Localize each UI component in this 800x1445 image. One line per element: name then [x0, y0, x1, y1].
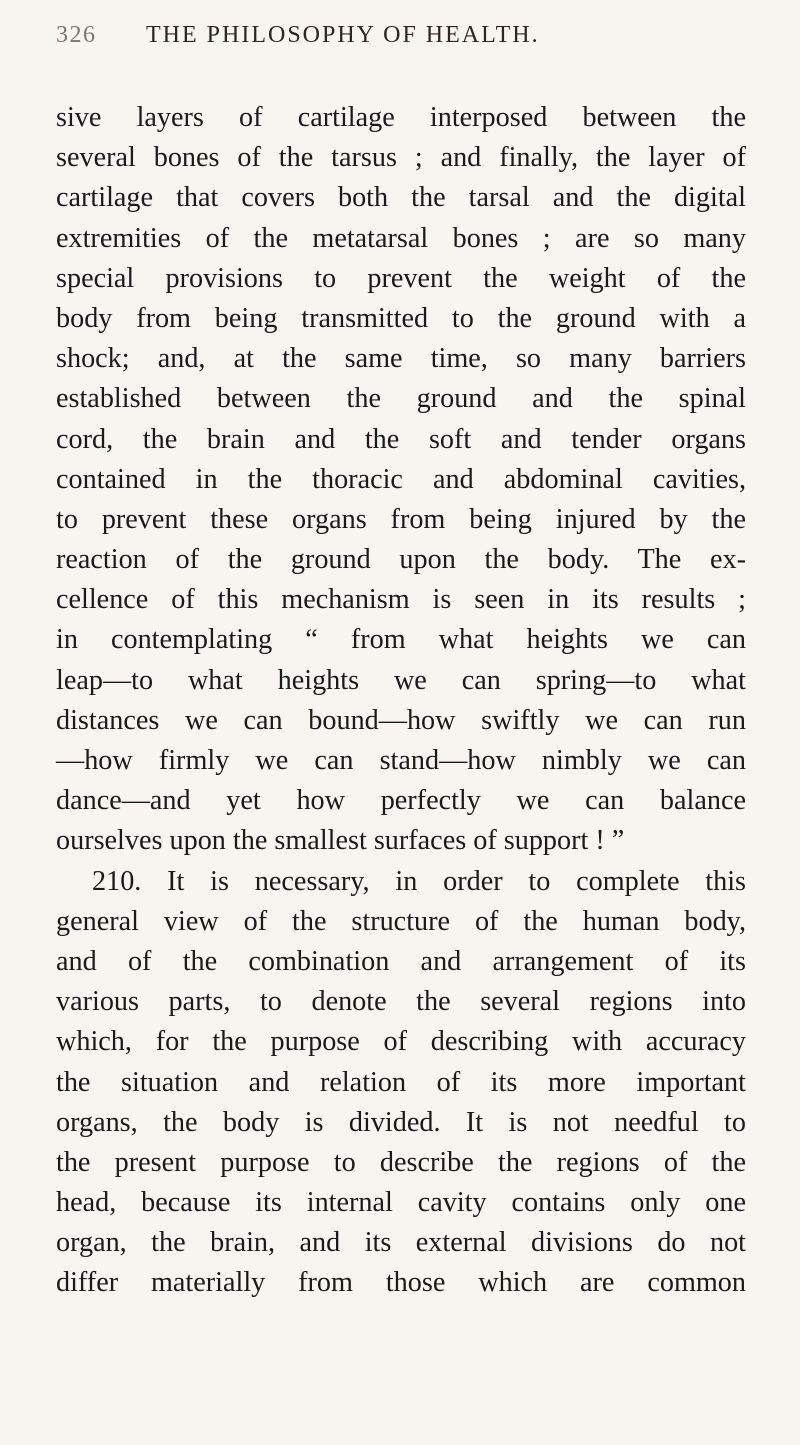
text-line: cellence of this mechanism is seen in its results ; [56, 584, 746, 616]
text-line: several bones of the tarsus ; and finally, the layer of [56, 142, 746, 174]
text-line: the present purpose to describe the regions of the [56, 1146, 746, 1178]
text-line: various parts, to denote the several regions into [56, 986, 746, 1018]
text-line: shock; and, at the same time, so many barriers [56, 343, 746, 375]
text-line: body from being transmitted to the ground with a [56, 302, 746, 334]
text-line: —how firmly we can stand—how nimbly we can [56, 745, 746, 776]
text-line: leap—to what heights we can spring—to what [56, 664, 746, 696]
text-line: and of the combination and arrangement of its [56, 945, 746, 977]
text-line: cartilage that covers both the tarsal and the digital [56, 182, 746, 214]
text-line: to prevent these organs from being injured by the [56, 503, 746, 535]
text-line: special provisions to prevent the weight of the [56, 262, 746, 294]
text-line: in contemplating “ from what heights we can [56, 624, 746, 656]
paragraph-1 [56, 98, 746, 862]
text-line: ourselves upon the smallest surfaces of support ! ” [56, 825, 625, 857]
book-page [56, 22, 746, 1304]
text-line: reaction of the ground upon the body. The ex- [56, 544, 746, 576]
text-line: organ, the brain, and its external divisions do not [56, 1227, 746, 1259]
body-text [56, 98, 746, 1304]
text-line: organs, the body is divided. It is not needful to [56, 1106, 746, 1138]
text-line: the situation and relation of its more important [56, 1066, 746, 1098]
text-line: head, because its internal cavity contains only one [56, 1187, 746, 1219]
text-line: established between the ground and the spinal [56, 383, 746, 415]
text-line: contained in the thoracic and abdominal cavities, [56, 463, 746, 495]
text-line: which, for the purpose of describing with accuracy [56, 1026, 746, 1058]
text-line: dance—and yet how perfectly we can balance [56, 785, 746, 817]
text-line: distances we can bound—how swiftly we can run [56, 704, 746, 736]
text-line: 210. It is necessary, in order to complete this [92, 865, 746, 897]
text-line: general view of the structure of the human body, [56, 905, 746, 937]
text-line: differ materially from those which are common [56, 1267, 746, 1299]
running-head [56, 22, 746, 62]
text-line: extremities of the metatarsal bones ; are so many [56, 222, 746, 254]
text-line: sive layers of cartilage interposed between the [56, 102, 746, 133]
running-title: THE PHILOSOPHY OF HEALTH. [146, 22, 540, 48]
text-line: cord, the brain and the soft and tender organs [56, 423, 746, 455]
page-number: 326 [56, 22, 97, 48]
paragraph-2 [56, 862, 746, 1304]
